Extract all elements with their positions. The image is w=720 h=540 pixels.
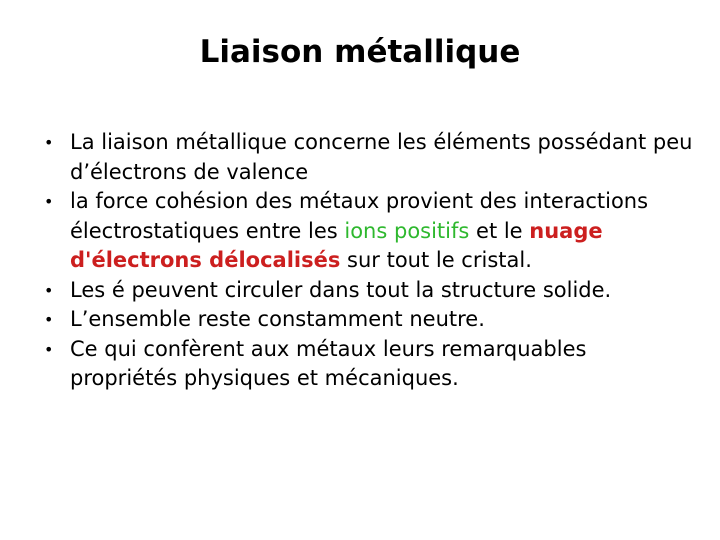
slide-title: Liaison métallique	[199, 34, 521, 70]
bullet-item	[44, 187, 694, 276]
bullet-text: Ce qui confèrent aux métaux leurs remarquables propriétés physiques et mécaniques.	[70, 336, 587, 390]
bullet-text: L’ensemble reste constamment neutre.	[70, 307, 485, 331]
highlight-ions-positifs: ions positifs	[344, 218, 470, 243]
bullet-list	[44, 128, 694, 394]
bullet-item	[44, 335, 694, 394]
bullet-icon: •	[44, 310, 54, 329]
bullet-icon: •	[44, 133, 54, 152]
bullet-text: sur tout le cristal.	[340, 248, 532, 272]
bullet-icon: •	[44, 192, 54, 211]
bullet-text: et le	[469, 218, 530, 243]
bullet-item	[44, 305, 694, 335]
bullet-text: la force cohésion des métaux provient des interactions électrostatiques entre les	[70, 189, 649, 243]
highlight-nuage-electrons: nuage d'électrons délocalisés	[70, 218, 603, 272]
bullet-text: La liaison métallique concerne les éléments possédant peu d’électrons de valence	[70, 130, 693, 184]
bullet-text: Les é peuvent circuler dans tout la structure solide.	[70, 277, 612, 302]
bullet-icon: •	[44, 280, 54, 300]
bullet-item	[44, 276, 694, 306]
bullet-icon: •	[44, 339, 54, 359]
bullet-item	[44, 128, 694, 187]
